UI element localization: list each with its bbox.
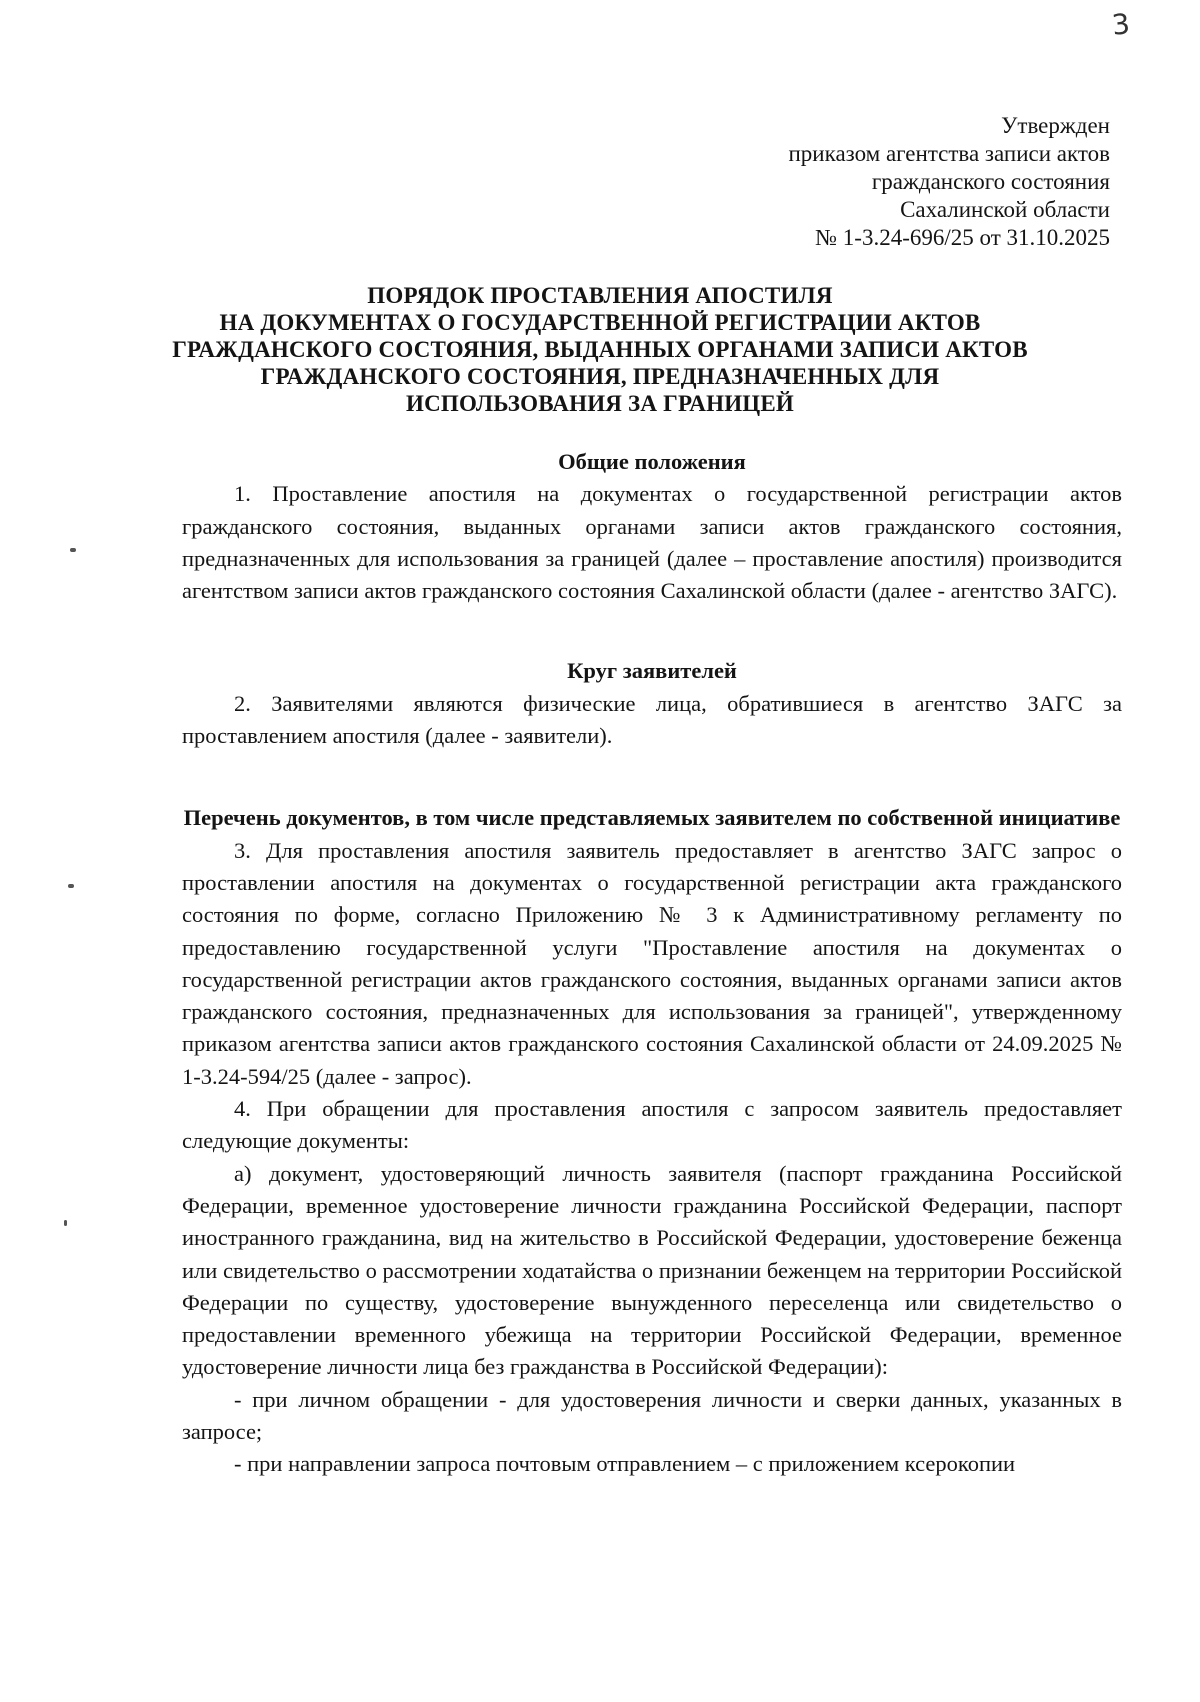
page-number: 3 xyxy=(1110,7,1132,42)
paragraph-4a: а) документ, удостоверяющий личность заявителя (паспорт гражданина Российской Федерации, временное удостоверение личности гражданина Российской Федерации, паспорт иностранного гражданина, вид на жительство в Российской Федерации, удостоверение беженца или свидетельство о рассмотрении ходатайства о признании беженцем на территории Российской Федерации по существу, удостоверение вынужденного переселенца или свидетельство о предоставлении временного убежища на территории Российской Федерации, временное удостоверение личности лица без гражданства в Российской Федерации): xyxy=(182,1160,1122,1380)
section-heading-documents: Перечень документов, в том числе представляемых заявителем по собственной инициативе xyxy=(183,805,1121,831)
scan-speck xyxy=(70,548,76,552)
paragraph-4: 4. При обращении для проставления апостиля с запросом заявитель предоставляет следующие документы: xyxy=(182,1096,1122,1154)
title-line: ИСПОЛЬЗОВАНИЯ ЗА ГРАНИЦЕЙ xyxy=(405,391,795,416)
title-line: ГРАЖДАНСКОГО СОСТОЯНИЯ, ПРЕДНАЗНАЧЕННЫХ ДЛЯ xyxy=(260,364,940,389)
list-item-dash-1: - при личном обращении - для удостоверения личности и сверки данных, указанных в запросе; xyxy=(182,1386,1122,1445)
title-line: ГРАЖДАНСКОГО СОСТОЯНИЯ, ВЫДАННЫХ ОРГАНАМИ ЗАПИСИ АКТОВ xyxy=(172,337,1028,362)
approval-line: гражданского состояния xyxy=(871,169,1110,194)
approval-line: Утвержден xyxy=(1001,113,1110,138)
paragraph-3: 3. Для проставления апостиля заявитель предоставляет в агентство ЗАГС запрос о проставлении апостиля на документах о государственной регистрации акта гражданского состояния по форме, согласно Приложению № 3 к Административному регламенту по предоставлению государственной услуги "Проставление апостиля на документах о государственной регистрации актов гражданского состояния, выданных органами записи актов гражданского состояния, предназначенных для использования за границей", утвержденному приказом агентства записи актов гражданского состояния Сахалинской области от 24.09.2025 № 1-3.24-594/25 (далее - запрос). xyxy=(182,837,1122,1089)
document-body xyxy=(182,446,1122,1481)
title-line: НА ДОКУМЕНТАХ О ГОСУДАРСТВЕННОЙ РЕГИСТРАЦИИ АКТОВ xyxy=(219,310,981,335)
paragraph-1: 1. Проставление апостиля на документах о государственной регистрации актов гражданского состояния, выданных органами записи актов гражданского состояния, предназначенных для использования за границей (далее – проставление апостиля) производится агентством записи актов гражданского состояния Сахалинской области (далее - агентство ЗАГС). xyxy=(182,481,1122,604)
section-heading-applicants: Круг заявителей xyxy=(567,658,737,684)
list-item-dash-2: - при направлении запроса почтовым отправлением – с приложением ксерокопии xyxy=(234,1451,1016,1477)
approval-stamp-block xyxy=(789,112,1111,252)
scan-speck xyxy=(68,884,74,888)
document-title xyxy=(130,282,1070,417)
approval-order-number: № 1-3.24-696/25 от 31.10.2025 xyxy=(815,225,1110,250)
approval-line: приказом агентства записи актов xyxy=(788,141,1110,166)
approval-line: Сахалинской области xyxy=(900,197,1110,222)
paragraph-2: 2. Заявителями являются физические лица, обратившиеся в агентство ЗАГС за проставлением апостиля (далее - заявители). xyxy=(182,690,1122,749)
title-line: ПОРЯДОК ПРОСТАВЛЕНИЯ АПОСТИЛЯ xyxy=(367,283,833,308)
section-heading-general: Общие положения xyxy=(558,449,746,474)
scan-speck xyxy=(64,1220,67,1226)
